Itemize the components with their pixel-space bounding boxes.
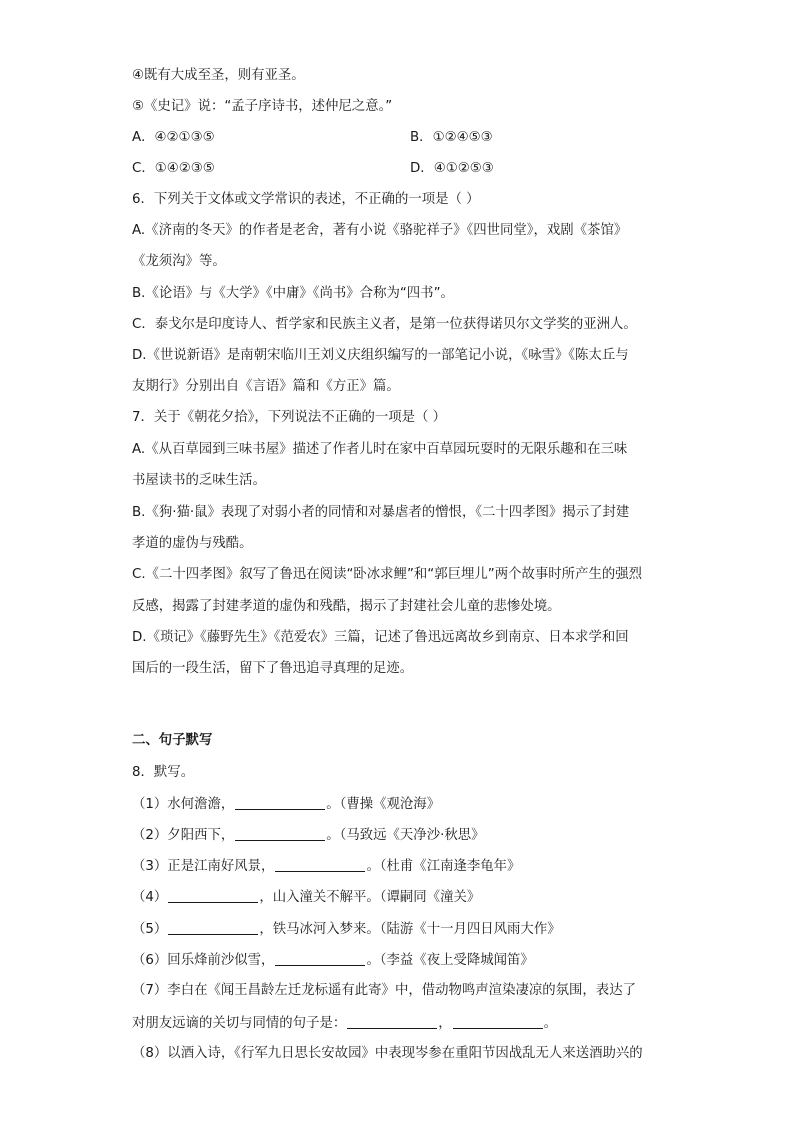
answer-blank[interactable] [168, 887, 258, 903]
q6-option-b: B.《论语》与《大学》《中庸》《尚书》合称为“四书”。 [132, 286, 454, 301]
q7-stem: 7．关于《朝花夕拾》，下列说法不正确的一项是（ ） [132, 410, 447, 425]
q8-item-7-line2: 对朋友远谪的关切与同情的句子是： ， 。 [132, 1013, 557, 1034]
intro-item-5: ⑤《史记》说：“孟子序诗书，述仲尼之意。” [132, 99, 393, 114]
q5-option-c: C．①④②③⑤ [132, 161, 215, 176]
answer-blank[interactable] [453, 1013, 543, 1029]
q7-option-b-line2: 孝道的虚伪与残酷。 [132, 536, 253, 551]
q7-option-c-line2: 反感，揭露了封建孝道的虚伪和残酷，揭示了封建社会儿童的悲惨处境。 [132, 599, 561, 614]
answer-blank[interactable] [168, 919, 258, 935]
q8-item-5: （5） ，铁马冰河入梦来。（陆游《十一月四日风雨大作》 [132, 919, 561, 940]
answer-blank[interactable] [235, 794, 325, 810]
answer-blank[interactable] [347, 1013, 437, 1029]
q8-item-7-line1: （7）李白在《闻王昌龄左迁龙标遥有此寄》中，借动物鸣声渲染凄凉的氛围，表达了 [132, 983, 636, 998]
q8-item-1: （1）水何澹澹， 。（曹操《观沧海》 [132, 794, 440, 815]
q6-option-d-line2: 友期行》分别出自《言语》篇和《方正》篇。 [132, 379, 400, 394]
q6-option-d-line1: D.《世说新语》是南朝宋临川王刘义庆组织编写的一部笔记小说，《咏雪》《陈太丘与 [132, 348, 629, 363]
q6-option-c: C．泰戈尔是印度诗人、哲学家和民族主义者，是第一位获得诺贝尔文学奖的亚洲人。 [132, 317, 637, 332]
q6-option-a-line2: 《龙须沟》等。 [132, 254, 226, 269]
q6-stem: 6．下列关于文体或文学常识的表述，不正确的一项是（ ） [132, 192, 480, 207]
q8-item-6: （6）回乐烽前沙似雪， 。（李益《夜上受降城闻笛》 [132, 950, 534, 971]
q7-option-a-line2: 书屋读书的乏味生活。 [132, 473, 266, 488]
q8-item-3: （3）正是江南好风景， 。（杜甫《江南逢李龟年》 [132, 856, 520, 877]
q8-item-4: （4） ，山入潼关不解平。（谭嗣同《潼关》 [132, 887, 480, 908]
q5-option-a: A．④②①③⑤ [132, 130, 215, 145]
q8-item-2: （2）夕阳西下， 。（马致远《天净沙·秋思》 [132, 825, 485, 846]
q6-option-a-line1: A.《济南的冬天》的作者是老舍，著有小说《骆驼祥子》《四世同堂》，戏剧《茶馆》 [132, 223, 628, 238]
q5-option-d: D．④①②⑤③ [410, 161, 494, 176]
section-title: 二、句子默写 [132, 733, 213, 748]
q8-item-8-line1: （8）以酒入诗，《行军九日思长安故园》中表现岑参在重阳节因战乱无人来送酒助兴的 [132, 1046, 643, 1061]
answer-blank[interactable] [235, 825, 325, 841]
q7-option-b-line1: B.《狗·猫·鼠》表现了对弱小者的同情和对暴虐者的憎恨，《二十四孝图》揭示了封建 [132, 505, 630, 520]
q7-option-d-line1: D.《琐记》《藤野先生》《范爱农》三篇，记述了鲁迅远离故乡到南京、日本求学和回 [132, 630, 629, 645]
q7-option-c-line1: C.《二十四孝图》叙写了鲁迅在阅读“卧冰求鲤”和“郭巨埋儿”两个故事时所产生的强烈 [132, 567, 643, 582]
answer-blank[interactable] [275, 950, 365, 966]
intro-item-4: ④既有大成至圣，则有亚圣。 [132, 68, 305, 83]
q7-option-d-line2: 国后的一段生活，留下了鲁迅追寻真理的足迹。 [132, 661, 414, 676]
q7-option-a-line1: A.《从百草园到三味书屋》描述了作者儿时在家中百草园玩耍时的无限乐趣和在三味 [132, 442, 628, 457]
answer-blank[interactable] [275, 856, 365, 872]
q5-option-b: B．①②④⑤③ [410, 130, 493, 145]
q8-stem: 8．默写。 [132, 765, 195, 780]
